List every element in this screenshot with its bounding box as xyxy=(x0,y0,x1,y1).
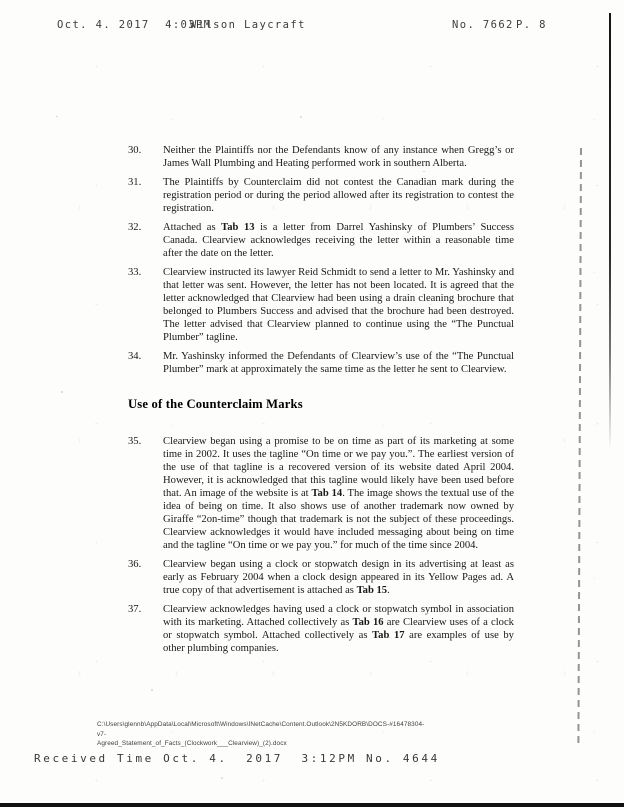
fax-header-number: No. 7662 xyxy=(452,19,514,31)
document-body xyxy=(128,144,514,661)
paragraph-number: 35. xyxy=(128,436,142,447)
paragraph-number: 31. xyxy=(128,177,142,188)
scan-artifact-bottom-bar xyxy=(0,803,624,807)
paragraph-text: Mr. Yashinsky informed the Defendants of Clearview’s use of the “The Punctual Plumber” mark at approximately the same time as the letter he sent to Clearview. xyxy=(163,351,514,375)
scan-speck xyxy=(56,116,58,117)
paragraph-text: Clearview acknowledges having used a clock or stopwatch symbol in association with its marketing. Attached collectively as Tab 16 are Clearview uses of a clock or stopwatch symbol. Attached collectively as Tab 17 are examples of use by other plumbing companies. xyxy=(163,604,514,654)
paragraph-number: 33. xyxy=(128,267,142,278)
fax-header-sender: Wilson Laycraft xyxy=(190,19,306,31)
paragraph-number: 32. xyxy=(128,222,142,233)
scan-speck xyxy=(300,116,302,118)
paragraph xyxy=(128,144,514,170)
paragraph-number: 37. xyxy=(128,604,142,615)
scan-speck xyxy=(506,469,508,470)
fax-header-page-number: P. 8 xyxy=(516,19,547,31)
scan-artifact-dashed-line xyxy=(577,148,581,744)
fax-received-stamp: Received Time Oct. 4. 2017 3:12PM No. 4644 xyxy=(34,752,440,765)
paragraph-number: 34. xyxy=(128,351,142,362)
file-path-line-2: Agreed_Statement_of_Facts_(Clockwork___Clearview)_(2).docx xyxy=(97,740,287,747)
scan-speck xyxy=(388,637,390,638)
paragraph-text: Clearview began using a clock or stopwatch design in its advertising at least as early as February 2004 when a clock design appeared in its Yellow Pages ad. A true copy of that advertisement is attached as Tab 15. xyxy=(163,559,514,596)
paragraph xyxy=(128,176,514,215)
paragraph xyxy=(128,221,514,260)
fax-header-datetime: Oct. 4. 2017 4:03PM xyxy=(57,19,212,31)
paragraph-text: The Plaintiffs by Counterclaim did not contest the Canadian mark during the registration period or during the period allowed after its registration to contest the registration. xyxy=(163,177,514,214)
paragraph-text: Clearview instructed its lawyer Reid Schmidt to send a letter to Mr. Yashinsky and that letter was sent. However, the letter has not been located. It is agreed that the letter acknowledged that Clearview had been using a drain cleaning brochure that belonged to Plumbers Success and advised that the brochure had been destroyed. The letter advised that Clearview planned to continue using the “The Punctual Plumber” tagline. xyxy=(163,267,514,343)
paragraph xyxy=(128,603,514,655)
paragraph xyxy=(128,350,514,376)
paragraph xyxy=(128,266,514,344)
paragraph-number: 30. xyxy=(128,145,142,156)
section-heading: Use of the Counterclaim Marks xyxy=(128,397,303,411)
paragraph xyxy=(128,435,514,552)
scan-speck xyxy=(151,689,153,691)
document-file-path xyxy=(97,720,427,749)
paragraph xyxy=(128,558,514,597)
scan-artifact-vertical-line xyxy=(609,13,611,450)
paragraph-text: Neither the Plaintiffs nor the Defendants know of any instance when Gregg’s or James Wall Plumbing and Heating performed work in southern Alberta. xyxy=(163,145,514,169)
paragraph-number: 36. xyxy=(128,559,142,570)
file-path-line-1: C:\Users\glennb\AppData\Local\Microsoft\Windows\INetCache\Content.Outlook\2N5KDORB\DOCS-#16478304-v7- xyxy=(97,721,425,738)
scan-speck xyxy=(61,391,63,393)
scan-speck xyxy=(221,777,223,779)
paragraph-text: Clearview began using a promise to be on time as part of its marketing at some time in 2002. It uses the tagline “On time or we pay you.”. The earliest version of the use of that tagline is a recovered version of its website dated April 2004. However, it is acknowledged that this tagline would likely have been used before that. An image of the website is at Tab 14. The image shows the textual use of the idea of being on time. It also shows use of another trademark now owned by Giraffe “2on-time” though that trademark is not the subject of these proceedings. Clearview acknowledges it would have included messaging about being on time and the tagline “On time or we pay you.” for much of the time since 2004. xyxy=(163,436,514,551)
paragraph-text: Attached as Tab 13 is a letter from Darrel Yashinsky of Plumbers’ Success Canada. Clearview acknowledges receiving the letter within a reasonable time after the date on the letter. xyxy=(163,222,514,259)
scan-speck xyxy=(423,171,425,172)
